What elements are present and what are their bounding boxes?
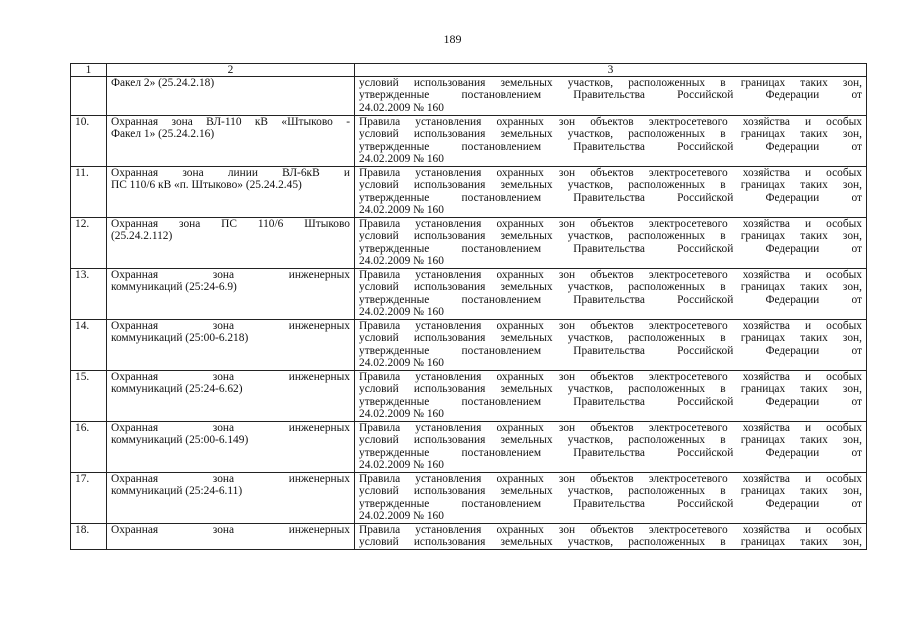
header-col-1: 1 xyxy=(71,64,107,77)
legal-basis-line: 24.02.2009 № 160 xyxy=(359,255,444,268)
zone-name xyxy=(107,116,355,167)
zone-name-line: коммуникаций (25:24-6.62) xyxy=(111,383,243,396)
legal-basis-line: Правила установления охранных зон объектов электросетевого хозяйства и особых xyxy=(359,167,862,179)
legal-basis-line: условий использования земельных участков, расположенных в границах таких зон, xyxy=(359,77,862,89)
table-row xyxy=(71,422,867,473)
legal-basis-line: 24.02.2009 № 160 xyxy=(359,153,444,166)
legal-basis-line: условий использования земельных участков, расположенных в границах таких зон, xyxy=(359,332,862,345)
legal-basis-line: 24.02.2009 № 160 xyxy=(359,306,444,319)
row-number: 17. xyxy=(71,473,107,524)
legal-basis-line: Правила установления охранных зон объектов электросетевого хозяйства и особых xyxy=(359,116,862,128)
legal-basis-line: условий использования земельных участков, расположенных в границах таких зон, xyxy=(359,281,862,294)
legal-basis xyxy=(355,473,867,524)
legal-basis xyxy=(355,269,867,320)
zone-name xyxy=(107,269,355,320)
legal-basis-line: утвержденные постановлением Правительства Российской Федерации от xyxy=(359,89,862,102)
legal-basis-line: условий использования земельных участков, расположенных в границах таких зон, xyxy=(359,485,862,498)
legal-basis xyxy=(355,116,867,167)
legal-basis-line: 24.02.2009 № 160 xyxy=(359,204,444,217)
table-row xyxy=(71,167,867,218)
legal-basis-line: условий использования земельных участков, расположенных в границах таких зон, xyxy=(359,434,862,447)
row-number: 15. xyxy=(71,371,107,422)
legal-basis xyxy=(355,524,867,550)
zone-name-line: Охранная зона инженерных xyxy=(111,371,350,383)
zones-table xyxy=(70,63,867,550)
zone-name-line: Охранная зона инженерных xyxy=(111,269,350,281)
legal-basis-line: условий использования земельных участков, расположенных в границах таких зон, xyxy=(359,230,862,243)
header-col-3: 3 xyxy=(355,64,867,77)
legal-basis-line: Правила установления охранных зон объектов электросетевого хозяйства и особых xyxy=(359,371,862,383)
zone-name xyxy=(107,422,355,473)
legal-basis-line: 24.02.2009 № 160 xyxy=(359,459,444,472)
legal-basis-line: условий использования земельных участков, расположенных в границах таких зон, xyxy=(359,536,862,549)
zone-name-line: Факел 2» (25.24.2.18) xyxy=(111,77,215,89)
zone-name-line: Охранная зона линии ВЛ-6кВ и xyxy=(111,167,350,179)
legal-basis-line: Правила установления охранных зон объектов электросетевого хозяйства и особых xyxy=(359,320,862,332)
legal-basis-line: Правила установления охранных зон объектов электросетевого хозяйства и особых xyxy=(359,524,862,536)
zone-name-line: коммуникаций (25:00-6.149) xyxy=(111,434,249,447)
table-row xyxy=(71,473,867,524)
zone-name xyxy=(107,77,355,116)
legal-basis xyxy=(355,218,867,269)
table-row-continued xyxy=(71,77,867,116)
legal-basis-line: утвержденные постановлением Правительства Российской Федерации от xyxy=(359,497,862,510)
table-header-row xyxy=(71,64,867,77)
zone-name-line: Факел 1» (25.24.2.16) xyxy=(111,128,215,141)
row-number: 12. xyxy=(71,218,107,269)
table-row-partial xyxy=(71,524,867,550)
zone-name-line: Охранная зона инженерных xyxy=(111,320,350,332)
legal-basis-line: 24.02.2009 № 160 xyxy=(359,510,444,523)
legal-basis-line: Правила установления охранных зон объектов электросетевого хозяйства и особых xyxy=(359,269,862,281)
page-number: 189 xyxy=(443,32,462,46)
zone-name xyxy=(107,218,355,269)
table-row xyxy=(71,320,867,371)
legal-basis-line: утвержденные постановлением Правительства Российской Федерации от xyxy=(359,344,862,357)
zone-name-line: Охранная зона инженерных xyxy=(111,422,350,434)
row-number: 11. xyxy=(71,167,107,218)
legal-basis-line: утвержденные постановлением Правительства Российской Федерации от xyxy=(359,242,862,255)
row-number: 14. xyxy=(71,320,107,371)
legal-basis-line: 24.02.2009 № 160 xyxy=(359,357,444,370)
zone-name xyxy=(107,371,355,422)
legal-basis-line: утвержденные постановлением Правительства Российской Федерации от xyxy=(359,140,862,153)
legal-basis-line: утвержденные постановлением Правительства Российской Федерации от xyxy=(359,293,862,306)
zone-name xyxy=(107,473,355,524)
zone-name-line: (25.24.2.112) xyxy=(111,230,173,243)
row-number: 13. xyxy=(71,269,107,320)
legal-basis-line: Правила установления охранных зон объектов электросетевого хозяйства и особых xyxy=(359,218,862,230)
legal-basis xyxy=(355,77,867,116)
legal-basis-line: утвержденные постановлением Правительства Российской Федерации от xyxy=(359,395,862,408)
zone-name-line: Охранная зона инженерных xyxy=(111,524,350,536)
row-number xyxy=(71,77,107,116)
zone-name xyxy=(107,524,355,550)
table-row xyxy=(71,371,867,422)
legal-basis-line: утвержденные постановлением Правительства Российской Федерации от xyxy=(359,191,862,204)
row-number: 16. xyxy=(71,422,107,473)
table-row xyxy=(71,116,867,167)
legal-basis-line: Правила установления охранных зон объектов электросетевого хозяйства и особых xyxy=(359,473,862,485)
header-col-2: 2 xyxy=(107,64,355,77)
legal-basis-line: условий использования земельных участков, расположенных в границах таких зон, xyxy=(359,383,862,396)
zone-name xyxy=(107,167,355,218)
legal-basis xyxy=(355,320,867,371)
legal-basis xyxy=(355,422,867,473)
legal-basis-line: условий использования земельных участков, расположенных в границах таких зон, xyxy=(359,179,862,192)
legal-basis xyxy=(355,167,867,218)
zone-name-line: коммуникаций (25:00-6.218) xyxy=(111,332,249,345)
zone-name-line: коммуникаций (25:24-6.11) xyxy=(111,485,243,498)
legal-basis-line: 24.02.2009 № 160 xyxy=(359,101,444,114)
zone-name-line: ПС 110/6 кВ «п. Штыково» (25.24.2.45) xyxy=(111,179,302,192)
legal-basis-line: Правила установления охранных зон объектов электросетевого хозяйства и особых xyxy=(359,422,862,434)
zone-name-line: Охранная зона ВЛ-110 кВ «Штыково - xyxy=(111,116,350,128)
zone-name-line: Охранная зона инженерных xyxy=(111,473,350,485)
legal-basis-line: 24.02.2009 № 160 xyxy=(359,408,444,421)
zone-name-line: коммуникаций (25:24-6.9) xyxy=(111,281,237,294)
legal-basis-line: утвержденные постановлением Правительства Российской Федерации от xyxy=(359,446,862,459)
table-row xyxy=(71,218,867,269)
table-row xyxy=(71,269,867,320)
legal-basis xyxy=(355,371,867,422)
row-number: 10. xyxy=(71,116,107,167)
zone-name-line: Охранная зона ПС 110/6 Штыково xyxy=(111,218,350,230)
row-number: 18. xyxy=(71,524,107,550)
zone-name xyxy=(107,320,355,371)
legal-basis-line: условий использования земельных участков, расположенных в границах таких зон, xyxy=(359,128,862,141)
